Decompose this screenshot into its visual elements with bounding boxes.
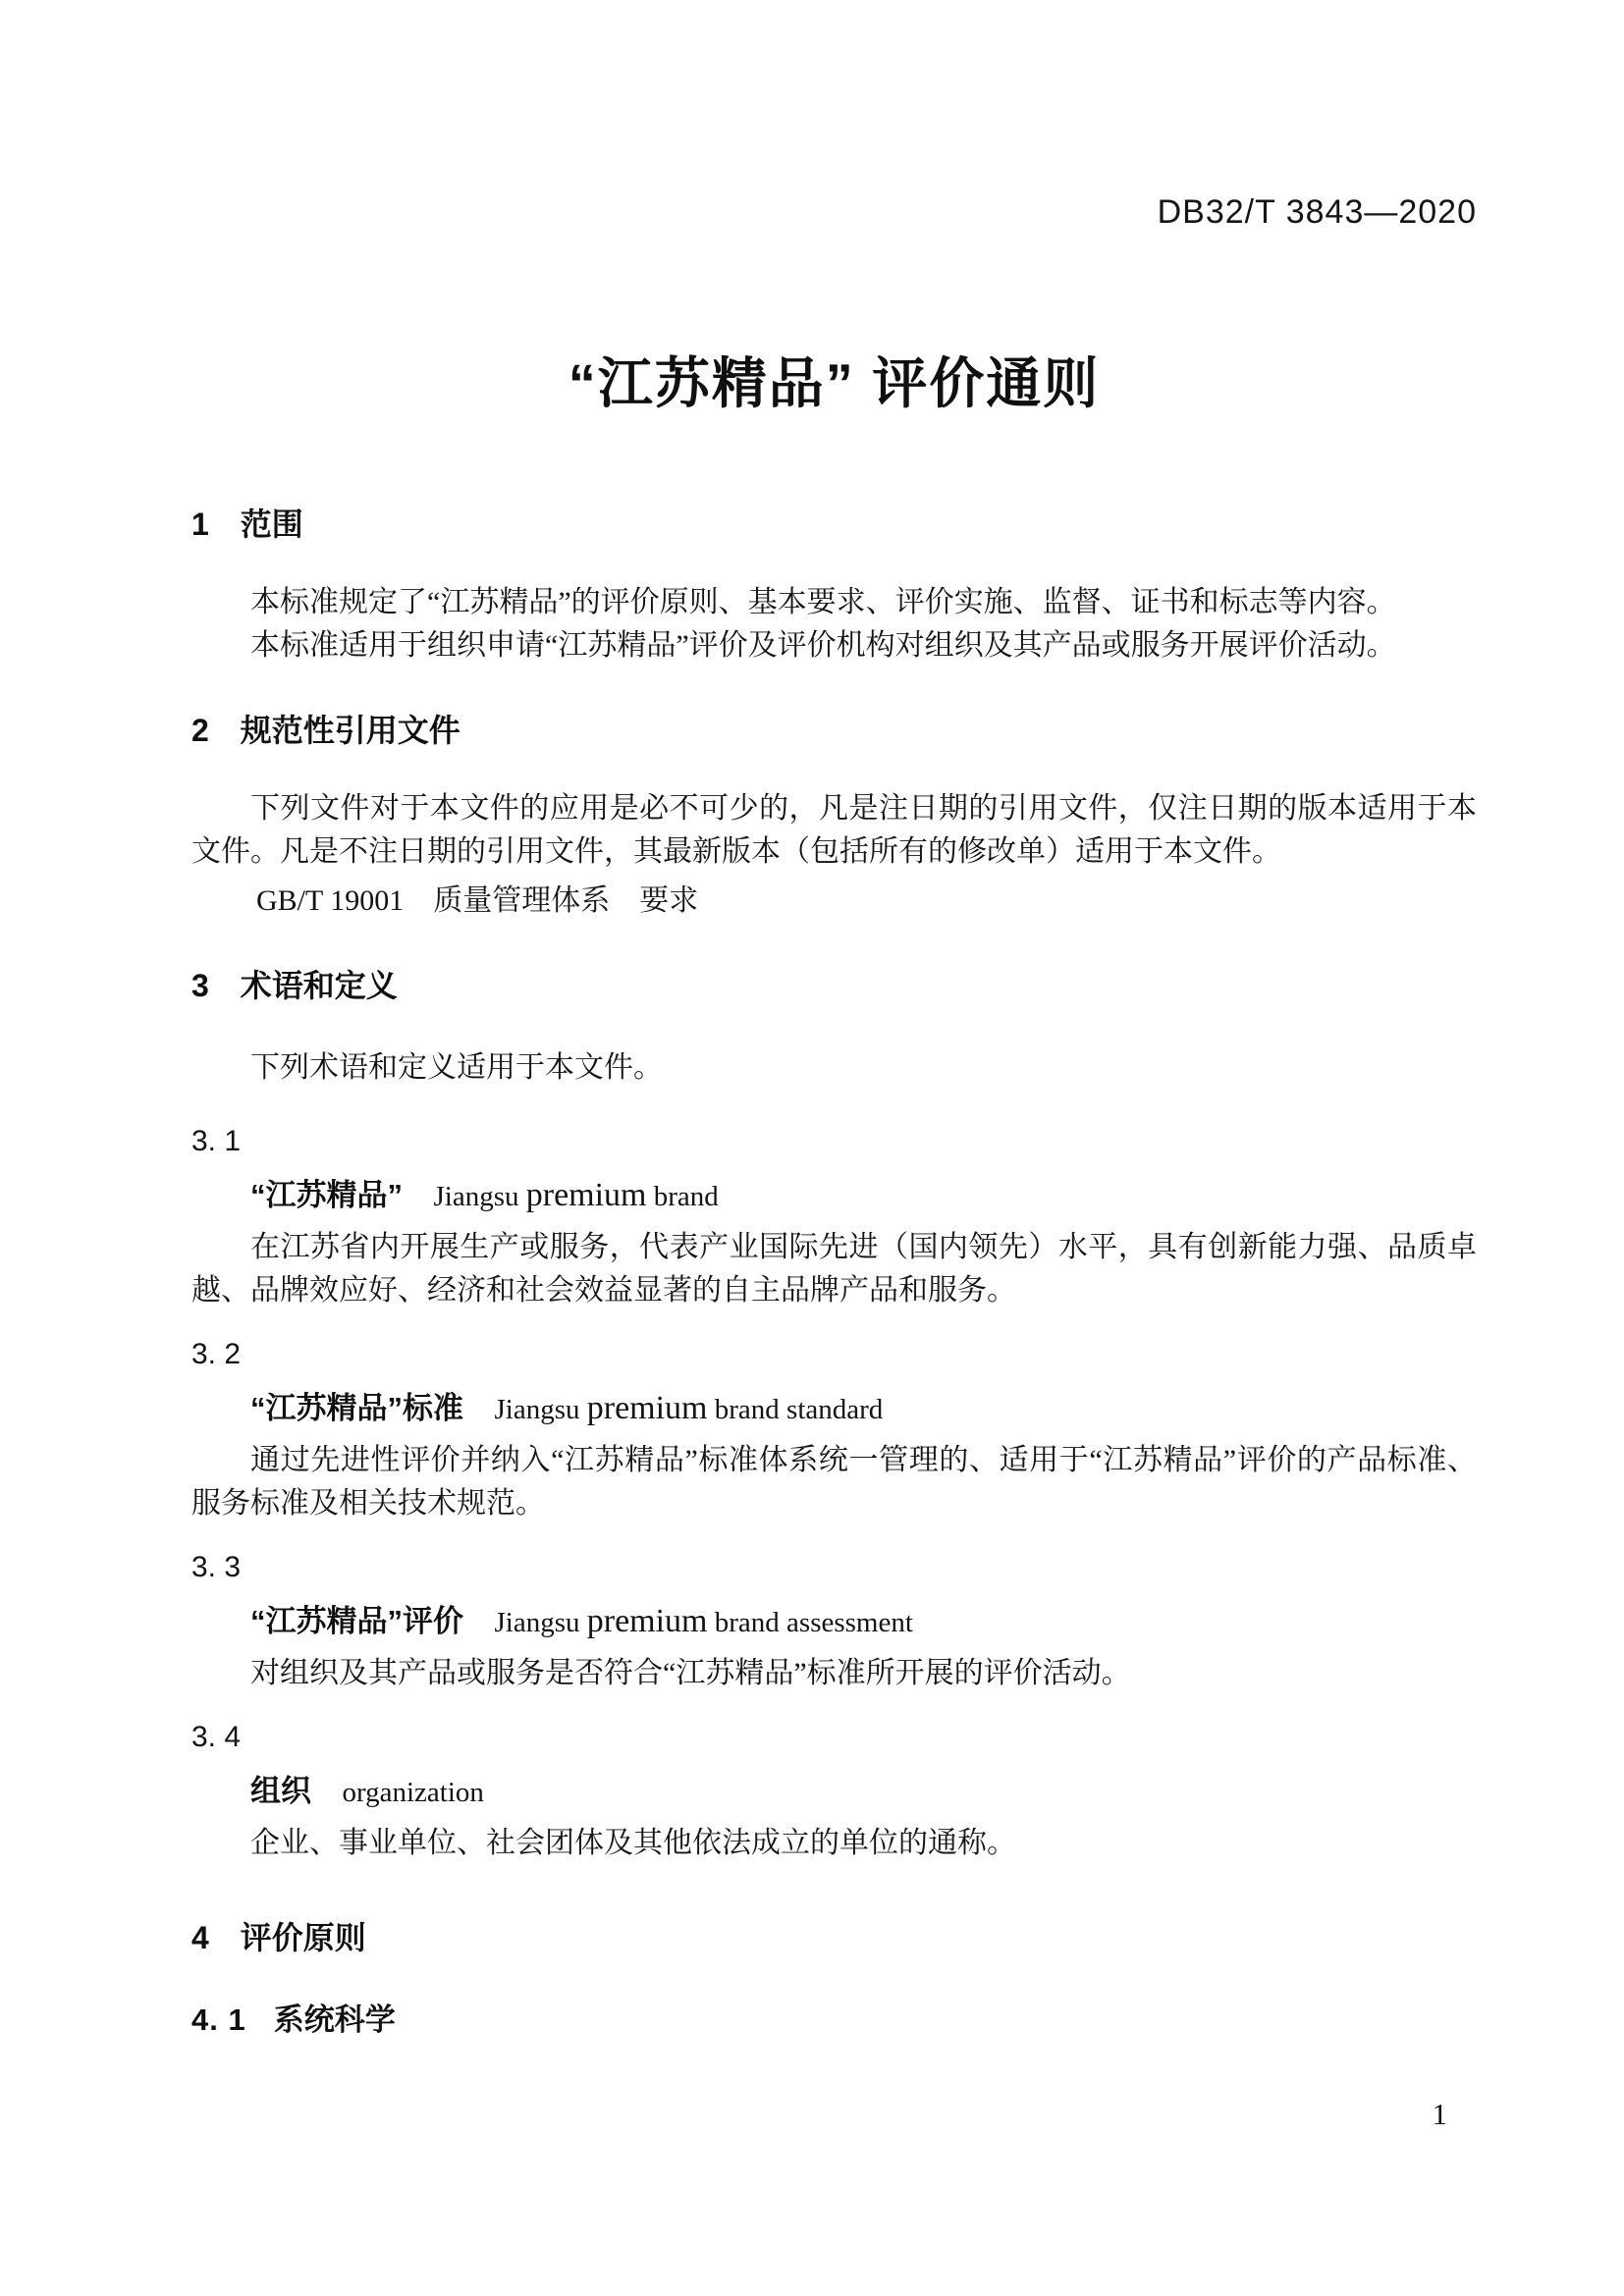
term-3-2-en-part: premium bbox=[586, 1390, 708, 1427]
section-3-heading: 3 术语和定义 bbox=[191, 968, 398, 1004]
term-3-2 bbox=[191, 1387, 1477, 1431]
term-3-4 bbox=[191, 1770, 1477, 1814]
subsection-4-1-number: 4. 1 bbox=[191, 2002, 246, 2038]
clause-number-3-2: 3. 2 bbox=[191, 1338, 242, 1371]
term-3-2-en-part: Jiangsu bbox=[494, 1394, 580, 1426]
term-3-1-chinese: “江苏精品” bbox=[250, 1178, 403, 1213]
term-3-1-en-part: brand bbox=[653, 1181, 719, 1213]
term-3-1-en-part: Jiangsu bbox=[433, 1181, 519, 1213]
clause-number-3-3: 3. 3 bbox=[191, 1551, 242, 1584]
page-number: 1 bbox=[1432, 2097, 1447, 2131]
section-2-paragraph-1: 下列文件对于本文件的应用是必不可少的，凡是注日期的引用文件，仅注日期的版本适用于本文件。凡是不注日期的引用文件，其最新版本（包括所有的修改单）适用于本文件。 bbox=[191, 792, 1477, 869]
term-3-4-chinese: 组织 bbox=[250, 1774, 311, 1809]
definition-3-4: 企业、事业单位、社会团体及其他依法成立的单位的通称。 bbox=[250, 1827, 1016, 1860]
term-3-1-en-part: premium bbox=[525, 1177, 647, 1214]
term-3-3-chinese: “江苏精品”评价 bbox=[250, 1604, 463, 1639]
document-header bbox=[191, 0, 1477, 230]
term-3-3-en-part: Jiangsu bbox=[494, 1607, 580, 1639]
clause-number-3-4: 3. 4 bbox=[191, 1721, 242, 1754]
term-3-2-en-part: brand standard bbox=[714, 1394, 884, 1426]
section-1-heading: 1 范围 bbox=[191, 507, 303, 543]
section-3-intro: 下列术语和定义适用于本文件。 bbox=[250, 1051, 663, 1085]
term-3-3 bbox=[191, 1600, 1477, 1644]
term-3-4-english bbox=[343, 1777, 484, 1808]
definition-3-2: 通过先进性评价并纳入“江苏精品”标准体系统一管理的、适用于“江苏精品”评价的产品标准、服务标准及相关技术规范。 bbox=[191, 1444, 1477, 1521]
subsection-4-1-title: 系统科学 bbox=[273, 2002, 396, 2038]
section-1-paragraph-1: 本标准规定了“江苏精品”的评价原则、基本要求、评价实施、监督、证书和标志等内容。 bbox=[250, 586, 1396, 619]
section-2-heading: 2 规范性引用文件 bbox=[191, 713, 460, 749]
document-title: “江苏精品” 评价通则 bbox=[568, 352, 1101, 414]
term-3-4-en-part: organization bbox=[342, 1777, 484, 1809]
section-4-heading: 4 评价原则 bbox=[191, 1920, 366, 1956]
definition-3-1: 在江苏省内开展生产或服务，代表产业国际先进（国内领先）水平，具有创新能力强、品质卓越、品牌效应好、经济和社会效益显著的自主品牌产品和服务。 bbox=[191, 1231, 1477, 1308]
clause-number-3-1: 3. 1 bbox=[191, 1125, 242, 1158]
subsection-4-1-heading bbox=[191, 2002, 1477, 2038]
term-3-3-en-part: brand assessment bbox=[714, 1607, 913, 1639]
term-3-1 bbox=[191, 1174, 1477, 1218]
definition-3-3: 对组织及其产品或服务是否符合“江苏精品”标准所开展的评价活动。 bbox=[250, 1657, 1131, 1690]
term-3-2-english bbox=[494, 1390, 884, 1427]
standard-code: DB32/T 3843—2020 bbox=[1157, 193, 1477, 231]
term-3-3-english bbox=[494, 1603, 913, 1640]
term-3-2-chinese: “江苏精品”标准 bbox=[250, 1391, 463, 1426]
normative-reference: GB/T 19001 质量管理体系 要求 bbox=[256, 884, 699, 918]
term-3-1-english bbox=[433, 1177, 719, 1214]
section-1-paragraph-2: 本标准适用于组织申请“江苏精品”评价及评价机构对组织及其产品或服务开展评价活动。 bbox=[250, 629, 1396, 663]
term-3-3-en-part: premium bbox=[586, 1603, 708, 1640]
